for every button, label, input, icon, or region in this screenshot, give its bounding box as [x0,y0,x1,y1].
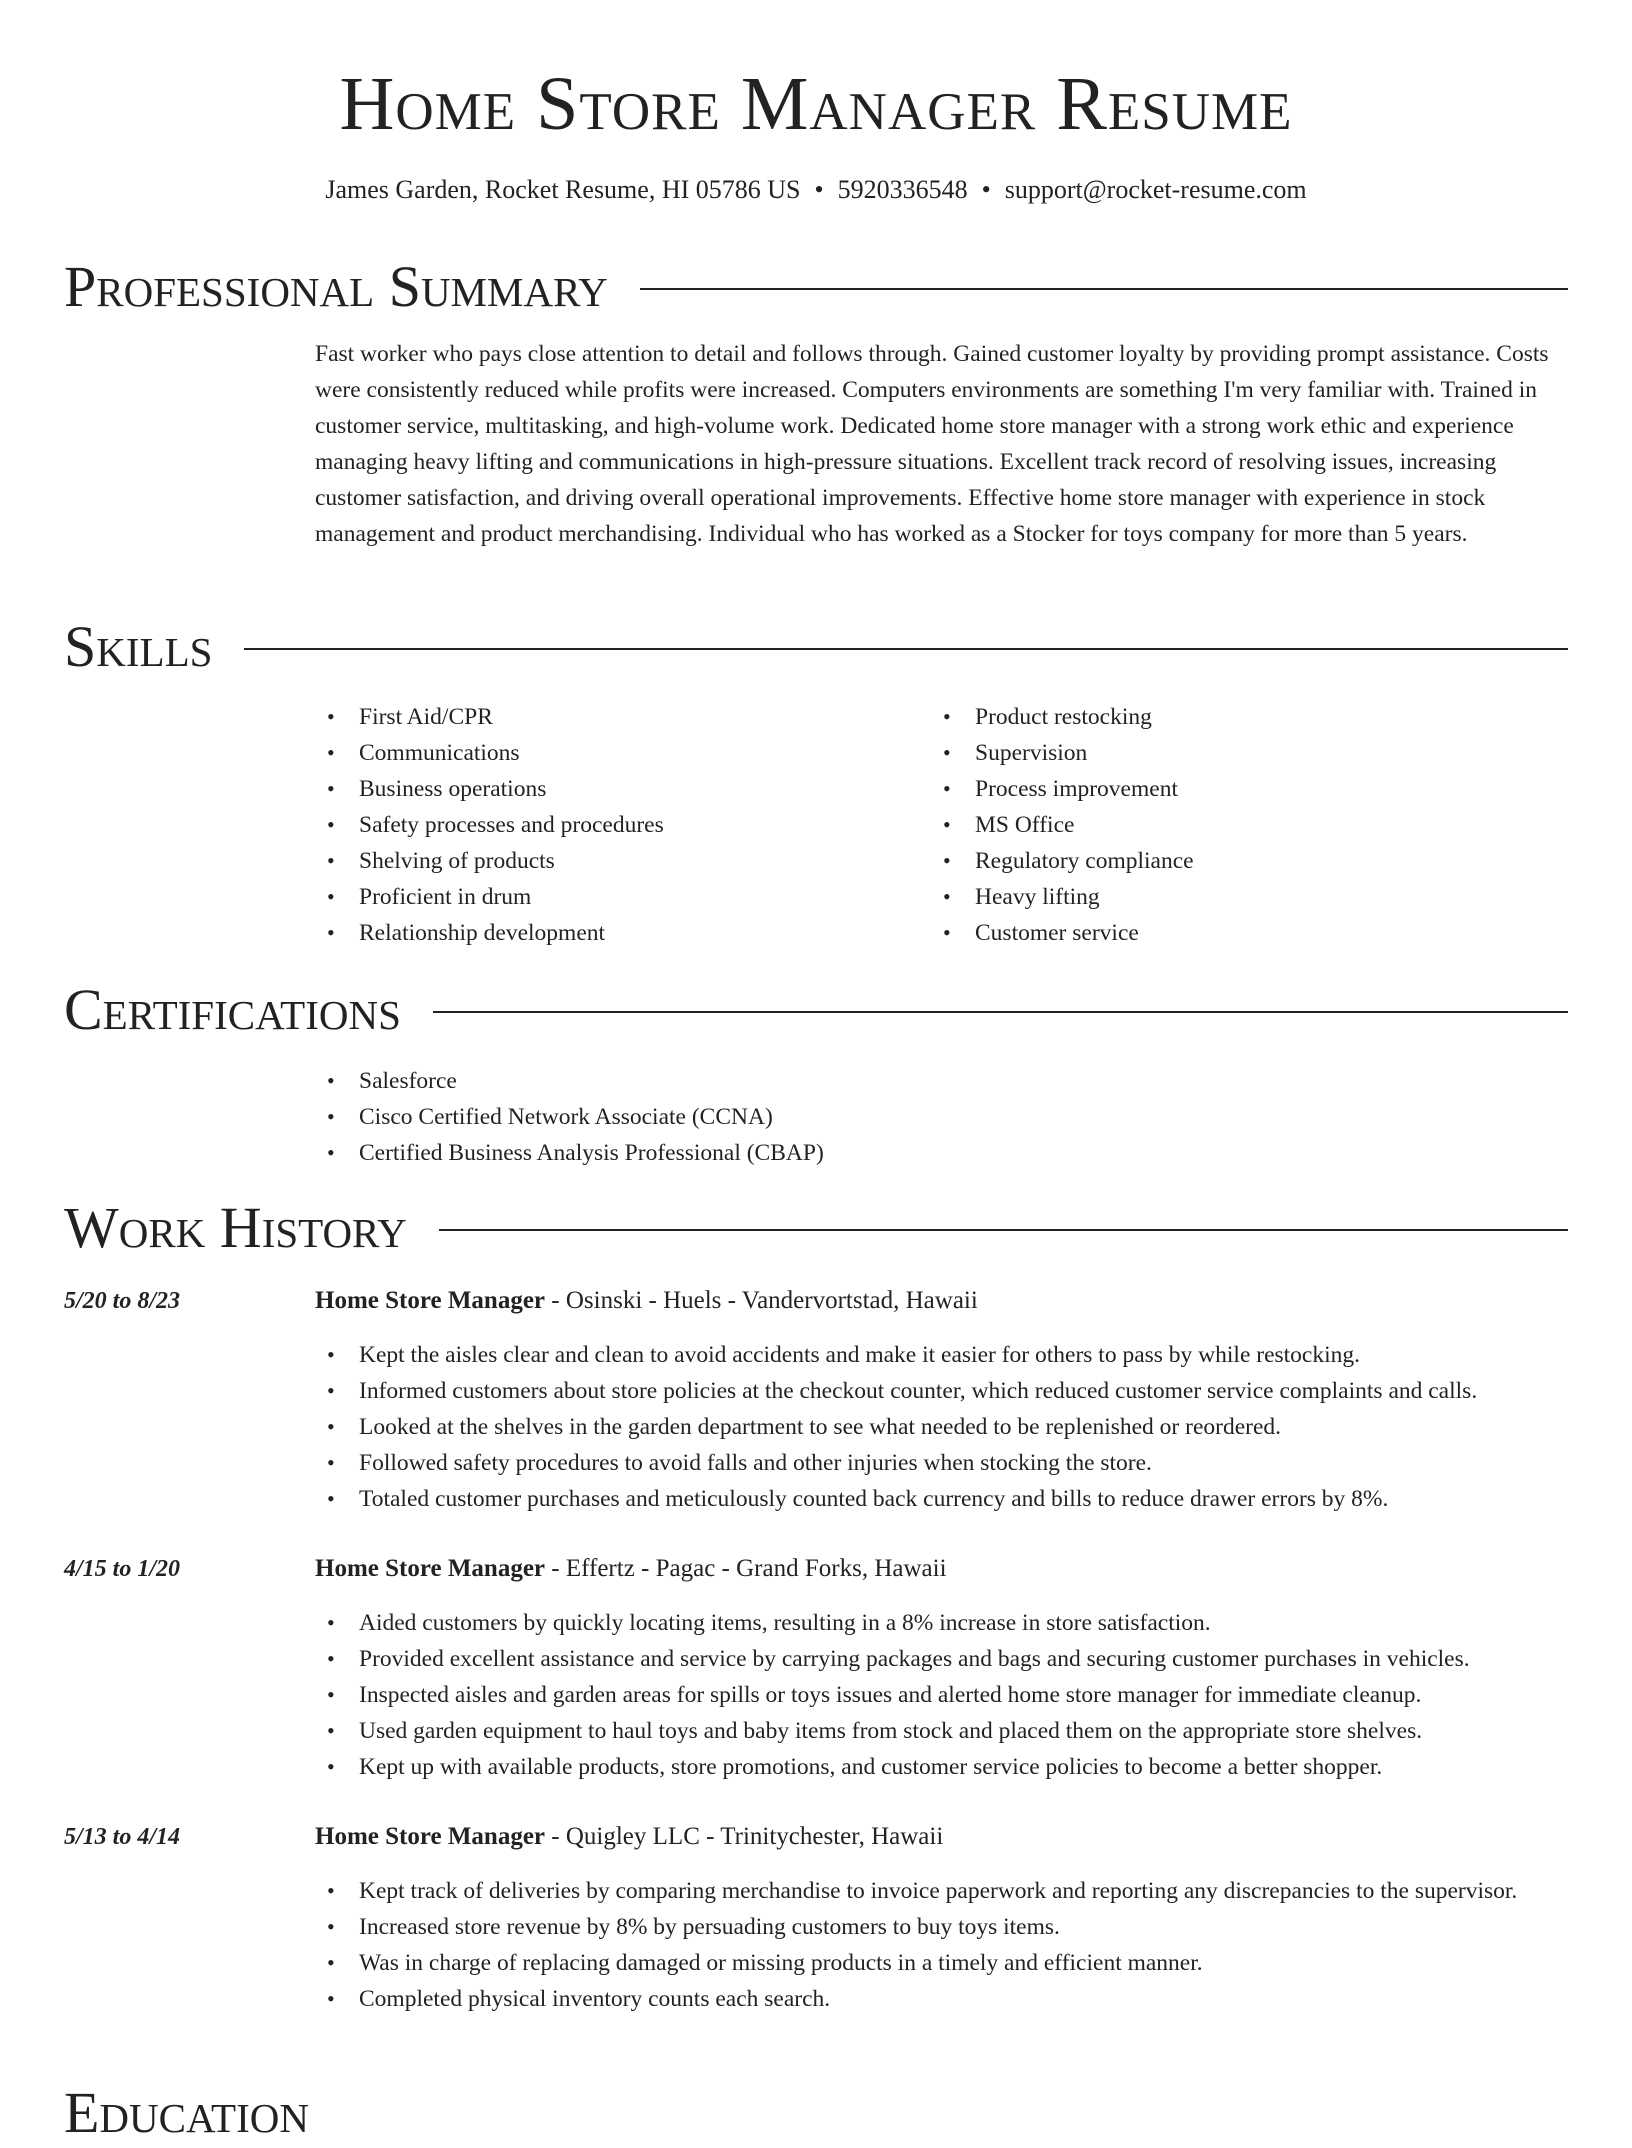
job-dates: 5/13 to 4/14 [64,1824,181,1850]
skill-item: • Heavy lifting [931,879,1531,915]
skills-section-header [64,612,1568,682]
education-section-header [64,2078,1568,2148]
skill-item: • Process improvement [931,771,1531,807]
skills-list-right [931,699,1531,951]
job-bullet: • Used garden equipment to haul toys and baby items from stock and placed them on the appropriate store shelves. [315,1713,1570,1749]
certification-item: • Cisco Certified Network Associate (CCNA) [315,1099,1570,1135]
job-bullet: • Inspected aisles and garden areas for spills or toys issues and alerted home store manager for immediate cleanup. [315,1677,1570,1713]
skill-item: • Supervision [931,735,1531,771]
job-title: Home Store Manager [315,1555,546,1582]
job-bullet: • Totaled customer purchases and meticulously counted back currency and bills to reduce drawer errors by 8%. [315,1481,1570,1517]
contact-address: James Garden, Rocket Resume, HI 05786 US [325,175,801,204]
job-heading [315,1819,1570,1855]
section-divider [439,1229,1568,1231]
job-employer: - Effertz - Pagac - Grand Forks, Hawaii [545,1555,947,1582]
job-responsibilities [315,1337,1570,1517]
job-bullet: • Completed physical inventory counts each search. [315,1981,1570,2017]
summary-text: Fast worker who pays close attention to detail and follows through. Gained customer loyalty by providing prompt assistance. Costs were consistently reduced while profits were increased. Computers environments are something I'm very familiar with. Trained in customer service, multitasking, and high-volume work. Dedicated home store manager with a strong work ethic and experience managing heavy lifting and communications in high-pressure situations. Excellent track record of resolving issues, increasing customer satisfaction, and driving overall operational improvements. Effective home store manager with experience in stock management and product merchandising. Individual who has worked as a Stocker for toys company for more than 5 years. [315,341,1549,547]
job-dates: 5/20 to 8/23 [64,1288,181,1314]
job-bullet: • Kept track of deliveries by comparing merchandise to invoice paperwork and reporting any discrepancies to the supervisor. [315,1873,1570,1909]
job-bullet: • Kept the aisles clear and clean to avoid accidents and make it easier for others to pass by while restocking. [315,1337,1570,1373]
certifications-heading: Certifications [64,977,401,1042]
section-divider [640,288,1568,290]
skill-item: • Customer service [931,915,1531,951]
job-responsibilities [315,1873,1570,2017]
summary-heading: Professional Summary [64,254,608,319]
certification-item: • Certified Business Analysis Professional (CBAP) [315,1135,1570,1171]
job-heading [315,1283,1570,1319]
job-bullet: • Followed safety procedures to avoid falls and other injuries when stocking the store. [315,1445,1570,1481]
resume-title: Home Store Manager Resume [339,62,1293,146]
skill-item: • First Aid/CPR [315,699,915,735]
job-dates: 4/15 to 1/20 [64,1556,181,1582]
contact-phone: 5920336548 [837,175,968,204]
job-title: Home Store Manager [315,1287,546,1314]
skills-heading: Skills [64,614,213,679]
job-responsibilities [315,1605,1570,1785]
skill-item: • MS Office [931,807,1531,843]
skill-item: • Communications [315,735,915,771]
job-employer: - Quigley LLC - Trinitychester, Hawaii [545,1823,944,1850]
certifications-list [315,1063,1570,1171]
job-employer: - Osinski - Huels - Vandervortstad, Hawaii [545,1287,978,1314]
job-title: Home Store Manager [315,1823,546,1850]
contact-separator: • [814,175,824,204]
job-bullet: • Was in charge of replacing damaged or missing products in a timely and efficient manner. [315,1945,1570,1981]
certifications-section-header [64,975,1568,1045]
job-bullet: • Increased store revenue by 8% by persuading customers to buy toys items. [315,1909,1570,1945]
job-bullet: • Aided customers by quickly locating items, resulting in a 8% increase in store satisfaction. [315,1605,1570,1641]
job-heading [315,1551,1570,1587]
contact-email: support@rocket-resume.com [1004,175,1307,204]
education-heading: Education [64,2080,309,2145]
job-bullet: • Kept up with available products, store promotions, and customer service policies to become a better shopper. [315,1749,1570,1785]
skill-item: • Safety processes and procedures [315,807,915,843]
section-divider [244,648,1568,650]
skill-item: • Business operations [315,771,915,807]
job-bullet: • Looked at the shelves in the garden department to see what needed to be replenished or reordered. [315,1409,1570,1445]
skill-item: • Relationship development [315,915,915,951]
summary-section-header [64,252,1568,322]
job-bullet: • Informed customers about store policies at the checkout counter, which reduced customer service complaints and calls. [315,1373,1570,1409]
skill-item: • Shelving of products [315,843,915,879]
section-divider [433,1011,1568,1013]
certification-item: • Salesforce [315,1063,1570,1099]
skill-item: • Proficient in drum [315,879,915,915]
contact-line [0,172,1632,208]
skill-item: • Regulatory compliance [931,843,1531,879]
job-bullet: • Provided excellent assistance and service by carrying packages and bags and securing customer purchases in vehicles. [315,1641,1570,1677]
work-history-section-header [64,1193,1568,1263]
skill-item: • Product restocking [931,699,1531,735]
skills-list-left [315,699,915,951]
contact-separator: • [981,175,991,204]
work-history-heading: Work History [64,1195,407,1260]
